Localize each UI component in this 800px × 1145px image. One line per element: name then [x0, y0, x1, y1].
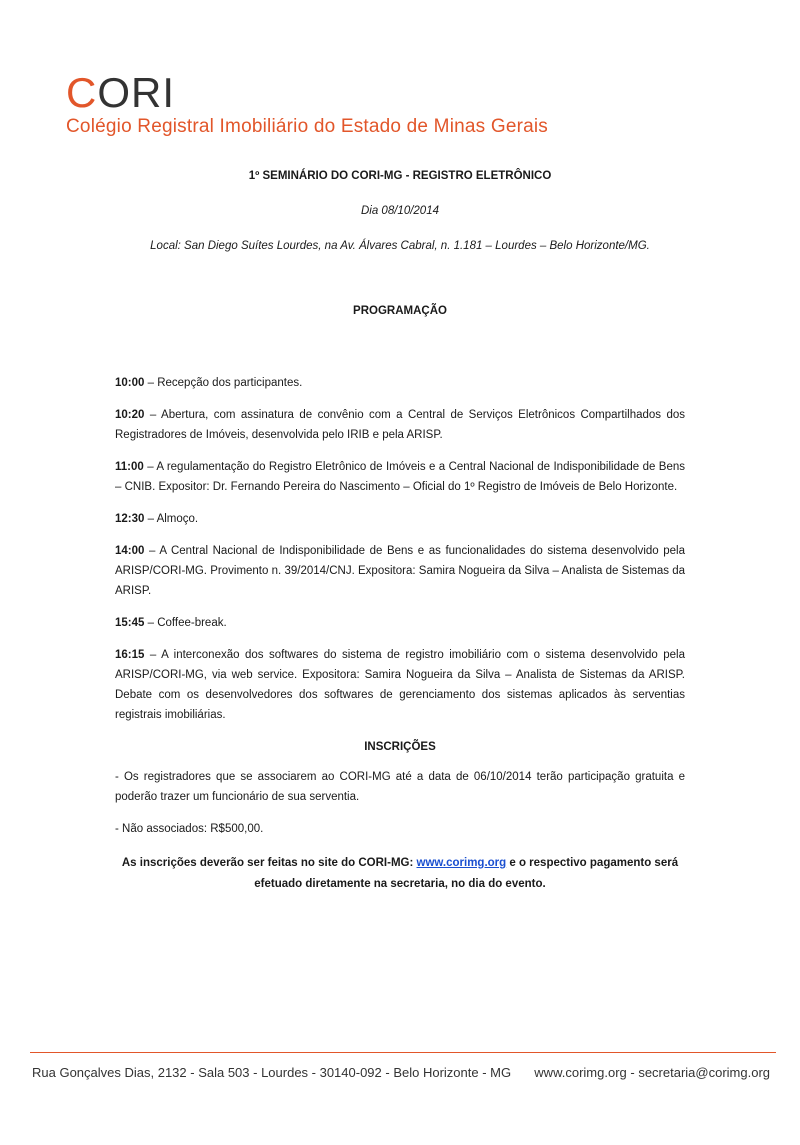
program-item: 10:00 – Recepção dos participantes.: [115, 377, 303, 389]
event-title: 1º SEMINÁRIO DO CORI-MG - REGISTRO ELETRÔNICO: [248, 170, 552, 182]
footer-divider: [30, 1052, 776, 1053]
program-item: 16:15 – A interconexão dos softwares do sistema de registro imobiliário com o sistema desenvolvido pela ARISP/CORI-MG, via web service. Expositora: Samira Nogueira da Silva – Analista de Sistemas da ARISP. Debate com os desenvolvedores dos softwares de gerenciamento dos sistemas aplicados às serventias registrais imobiliárias.: [115, 649, 685, 721]
footer-address: Rua Gonçalves Dias, 2132 - Sala 503 - Lourdes - 30140-092 - Belo Horizonte - MG: [32, 1065, 512, 1080]
program-item: 15:45 – Coffee-break.: [115, 617, 227, 629]
footer-contact: www.corimg.org - secretaria@corimg.org: [534, 1065, 770, 1080]
inscricoes-final-note: As inscrições deverão ser feitas no site do CORI-MG: www.corimg.org e o respectivo pagamento será efetuado diretamente na secretaria, no dia do evento.: [121, 857, 679, 890]
inscricoes-nao-associados: - Não associados: R$500,00.: [115, 823, 264, 835]
event-date: Dia 08/10/2014: [360, 205, 439, 217]
logo-subtitle: Colégio Registral Imobiliário do Estado de Minas Gerais: [66, 116, 549, 137]
inscricoes-heading: INSCRIÇÕES: [364, 741, 436, 753]
inscricoes-associados: - Os registradores que se associarem ao CORI-MG até a data de 06/10/2014 terão participação gratuita e poderão trazer um funcionário de sua serventia.: [115, 771, 685, 803]
footer: [32, 1065, 770, 1080]
program-heading: PROGRAMAÇÃO: [353, 305, 447, 317]
cori-logo: [66, 70, 548, 138]
event-location: Local: San Diego Suítes Lourdes, na Av. Álvares Cabral, n. 1.181 – Lourdes – Belo Horizonte/MG.: [150, 240, 650, 252]
corimg-link[interactable]: www.corimg.org: [416, 857, 507, 869]
logo-wordmark: CORI: [66, 69, 176, 116]
document-body: [115, 373, 685, 895]
program-item: 10:20 – Abertura, com assinatura de convênio com a Central de Serviços Eletrônicos Compartilhados dos Registradores de Imóveis, desenvolvida pelo IRIB e pela ARISP.: [115, 409, 685, 441]
program-item: 12:30 – Almoço.: [115, 513, 199, 525]
program-item: 11:00 – A regulamentação do Registro Eletrônico de Imóveis e a Central Nacional de Indisponibilidade de Bens – CNIB. Expositor: Dr. Fernando Pereira do Nascimento – Oficial do 1º Registro de Imóveis de Belo Horizonte.: [115, 461, 685, 493]
program-item: 14:00 – A Central Nacional de Indisponibilidade de Bens e as funcionalidades do sistema desenvolvido pela ARISP/CORI-MG. Provimento n. 39/2014/CNJ. Expositora: Samira Nogueira da Silva – Analista de Sistemas da ARISP.: [115, 545, 685, 597]
